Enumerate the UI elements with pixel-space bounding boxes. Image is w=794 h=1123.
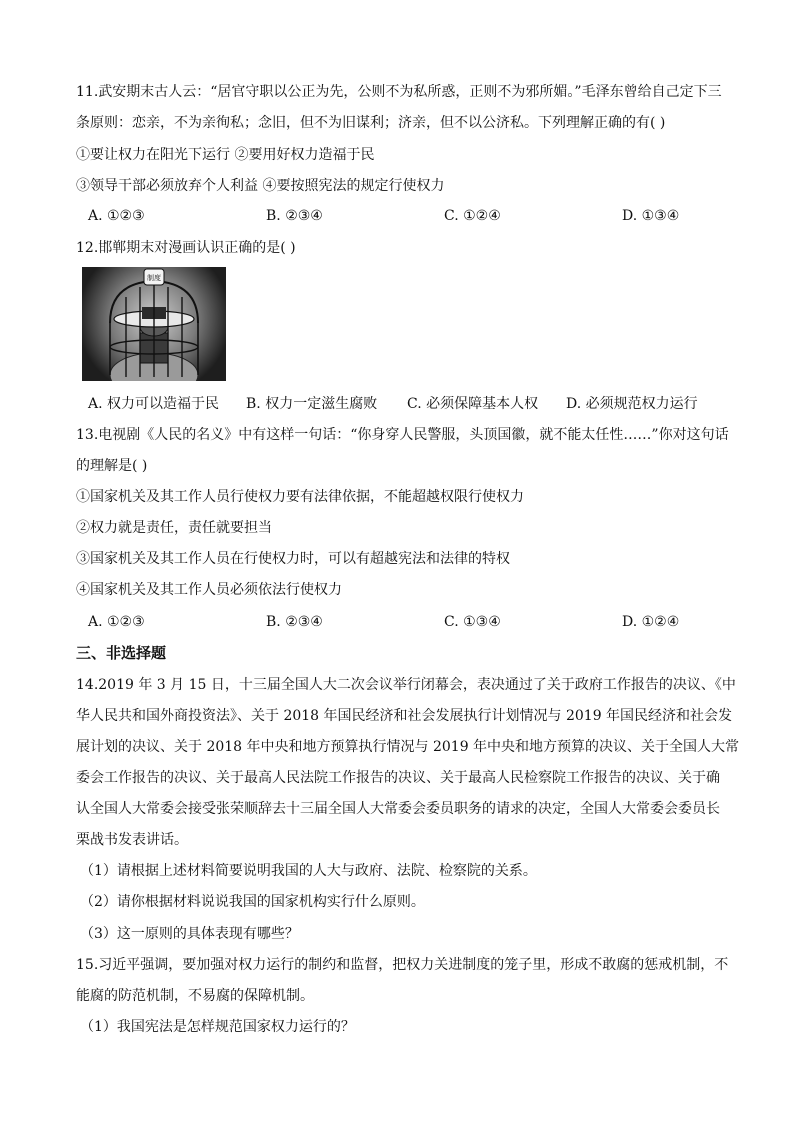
q11-statement-2: ③领导干部必须放弃个人利益 ④要按照宪法的规定行使权力 xyxy=(76,178,445,194)
q13-option-a: A. ①②③ xyxy=(88,614,145,630)
q11-line-2: 条原则：恋亲，不为亲徇私；念旧，但不为旧谋利；济亲，但不以公济私。下列理解正确的有( ) xyxy=(76,115,666,131)
q13-statement-2: ②权力就是责任，责任就要担当 xyxy=(76,520,272,536)
cartoon-label: 制度 xyxy=(147,274,161,282)
q11-option-d: D. ①③④ xyxy=(622,208,680,224)
q12-option-a: A. 权力可以造福于民 xyxy=(88,396,220,412)
q13-line-1: 13.电视剧《人民的名义》中有这样一句话：“你身穿人民警服，头顶国徽，就不能太任性……”你对这句话 xyxy=(76,427,729,443)
q13-statement-4: ④国家机关及其工作人员必须依法行使权力 xyxy=(76,582,342,598)
q11-option-c: C. ①②④ xyxy=(444,208,501,224)
q13-statement-3: ③国家机关及其工作人员在行使权力时，可以有超越宪法和法律的特权 xyxy=(76,551,510,567)
section-title: 三、非选择题 xyxy=(76,644,167,662)
q11-option-a: A. ①②③ xyxy=(88,208,145,224)
q13-option-d: D. ①②④ xyxy=(622,614,680,630)
q12-option-b: B. 权力一定滋生腐败 xyxy=(246,396,378,412)
q13-option-c: C. ①③④ xyxy=(444,614,501,630)
q14-subquestion-2: （2）请你根据材料说说我国的国家机构实行什么原则。 xyxy=(80,894,425,910)
q11-option-b: B. ②③④ xyxy=(266,208,323,224)
q13-line-2: 的理解是( ) xyxy=(76,458,148,474)
q14-line-3: 展计划的决议、关于 2018 年中央和地方预算执行情况与 2019 年中央和地方预算的决议、关于全国人大常 xyxy=(76,739,740,755)
q15-line-1: 15.习近平强调，要加强对权力运行的制约和监督，把权力关进制度的笼子里，形成不敢腐的惩戒机制，不 xyxy=(76,957,729,973)
q11-statement-1: ①要让权力在阳光下运行 ②要用好权力造福于民 xyxy=(76,147,375,163)
q14-line-5: 认全国人大常委会接受张荣顺辞去十三届全国人大常委会委员职务的请求的决定，全国人大常委会委员长 xyxy=(76,801,720,817)
q14-subquestion-3: （3）这一原则的具体表现有哪些？ xyxy=(80,926,299,942)
q13-option-b: B. ②③④ xyxy=(266,614,323,630)
q15-line-2: 能腐的防范机制，不易腐的保障机制。 xyxy=(76,988,314,1004)
q14-line-2: 华人民共和国外商投资法》、关于 2018 年国民经济和社会发展执行计划情况与 2019 年国民经济和社会发 xyxy=(76,708,733,724)
q14-line-1: 14.2019 年 3 月 15 日，十三届全国人大二次会议举行闭幕会，表决通过了关于政府工作报告的决议、《中 xyxy=(76,677,736,693)
q12-line-1: 12.邯郸期末对漫画认识正确的是( ) xyxy=(76,240,296,256)
q13-statement-1: ①国家机关及其工作人员行使权力要有法律依据，不能超越权限行使权力 xyxy=(76,489,524,505)
caged-official-illustration xyxy=(82,267,226,381)
q14-line-6: 栗战书发表讲话。 xyxy=(76,832,188,848)
q14-line-4: 委会工作报告的决议、关于最高人民法院工作报告的决议、关于最高人民检察院工作报告的决议、关于确 xyxy=(76,770,720,786)
cartoon-image xyxy=(82,267,226,381)
q14-subquestion-1: （1）请根据上述材料简要说明我国的人大与政府、法院、检察院的关系。 xyxy=(80,863,537,879)
q15-subquestion-1: （1）我国宪法是怎样规范国家权力运行的？ xyxy=(80,1019,355,1035)
q12-option-d: D. 必须规范权力运行 xyxy=(566,396,698,412)
q11-line-1: 11.武安期末古人云：“居官守职以公正为先，公则不为私所惑，正则不为邪所媚。”毛泽东曾给自己定下三 xyxy=(76,84,722,100)
q12-option-c: C. 必须保障基本人权 xyxy=(407,396,539,412)
